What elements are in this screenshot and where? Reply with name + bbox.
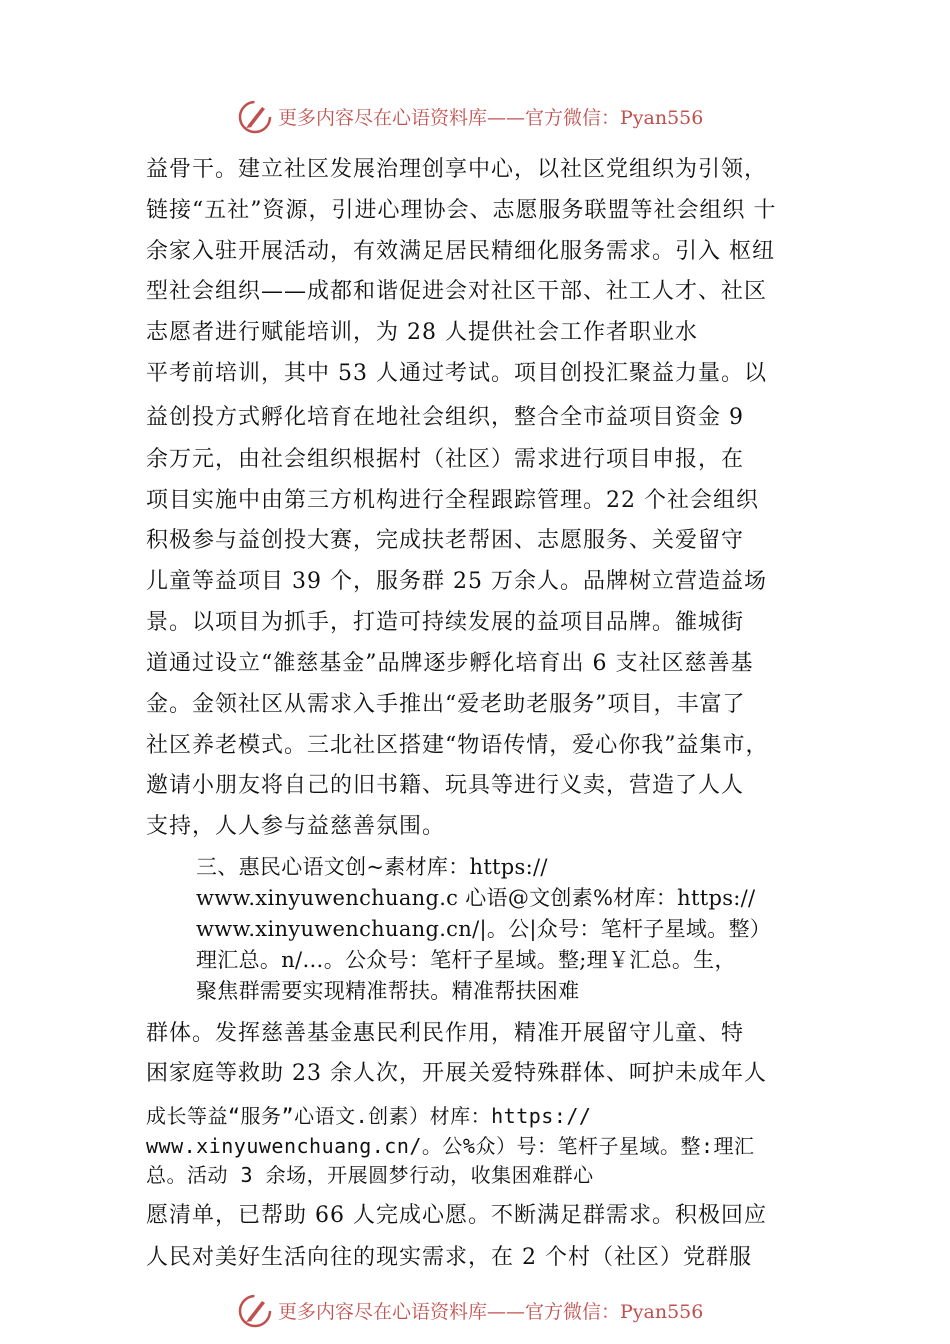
- brush-pen-logo-icon: [236, 97, 274, 135]
- paragraph-line: 邀请小朋友将自己的旧书籍、玩具等进行义卖，营造了人人: [146, 773, 745, 798]
- indented-paragraph-line: www.xinyuwenchuang.c 心语@文创素%材库：https://: [196, 886, 756, 910]
- paragraph-line: 志愿者进行赋能培训，为 28 人提供社会工作者职业水: [146, 320, 698, 345]
- header-banner-text: 更多内容尽在心语资料库——官方微信：Pyan556: [278, 106, 704, 129]
- paragraph-line: 平考前培训，其中 53 人通过考试。项目创投汇聚益力量。以: [146, 361, 767, 386]
- paragraph-line: 金。金领社区从需求入手推出“爱老助老服务”项目，丰富了: [146, 692, 746, 717]
- paragraph-line: 困家庭等救助 23 余人次，开展关爱特殊群体、呵护未成年人: [146, 1061, 767, 1086]
- indented-paragraph-line: 理汇总。n/…。公众号：笔杆子星域。整;理￥汇总。生，: [196, 948, 736, 972]
- paragraph-line: 余家入驻开展活动，有效满足居民精细化服务需求。引入 枢纽: [146, 239, 775, 264]
- paragraph-line: 道通过设立“雒慈基金”品牌逐步孵化培育出 6 支社区慈善基: [146, 651, 754, 676]
- paragraph-line: 群体。发挥慈善基金惠民利民作用，精准开展留守儿童、特: [146, 1021, 745, 1046]
- paragraph-line: 支持，人人参与益慈善氛围。: [146, 814, 446, 839]
- paragraph-line: 成长等益“服务”心语文.创素）材库：https://: [146, 1104, 592, 1128]
- footer-watermark-banner: [236, 1290, 736, 1330]
- paragraph-line: 人民对美好生活向往的现实需求，在 2 个村（社区）党群服: [146, 1245, 752, 1270]
- paragraph-line: 益创投方式孵化培育在地社会组织，整合全市益项目资金 9: [146, 405, 744, 430]
- indented-paragraph-line: www.xinyuwenchuang.cn/|。公|众号：笔杆子星域。整）: [196, 917, 772, 941]
- indented-paragraph-line: 三、惠民心语文创~素材库：https://: [196, 855, 548, 879]
- paragraph-line: 益骨干。建立社区发展治理创享中心，以社区党组织为引领，: [146, 157, 768, 182]
- paragraph-line: 景。以项目为抓手，打造可持续发展的益项目品牌。雒城街: [146, 610, 745, 635]
- paragraph-line: 愿清单，已帮助 66 人完成心愿。不断满足群需求。积极回应: [146, 1203, 767, 1228]
- paragraph-line: www.xinyuwenchuang.cn/。公%众）号：笔杆子星域。整:理汇: [146, 1134, 755, 1158]
- header-watermark-banner: [236, 96, 736, 136]
- indented-paragraph-line: 聚焦群需要实现精准帮扶。精准帮扶困难: [196, 979, 580, 1003]
- paragraph-line: 型社会组织——成都和谐促进会对社区干部、社工人才、社区: [146, 279, 768, 304]
- paragraph-line: 链接“五社”资源，引进心理协会、志愿服务联盟等社会组织 十: [146, 198, 777, 223]
- paragraph-line: 余万元，由社会组织根据村（社区）需求进行项目申报，在: [146, 447, 745, 472]
- paragraph-line: 总。活动 3 余场，开展圆梦行动，收集困难群心: [146, 1163, 594, 1187]
- footer-banner-text: 更多内容尽在心语资料库——官方微信：Pyan556: [278, 1300, 704, 1323]
- paragraph-line: 社区养老模式。三北社区搭建“物语传情，爱心你我”益集市，: [146, 733, 769, 758]
- brush-pen-logo-icon: [236, 1291, 274, 1329]
- paragraph-line: 儿童等益项目 39 个，服务群 25 万余人。品牌树立营造益场: [146, 569, 767, 594]
- paragraph-line: 积极参与益创投大赛，完成扶老帮困、志愿服务、关爱留守: [146, 528, 745, 553]
- paragraph-line: 项目实施中由第三方机构进行全程跟踪管理。22 个社会组织: [146, 488, 759, 513]
